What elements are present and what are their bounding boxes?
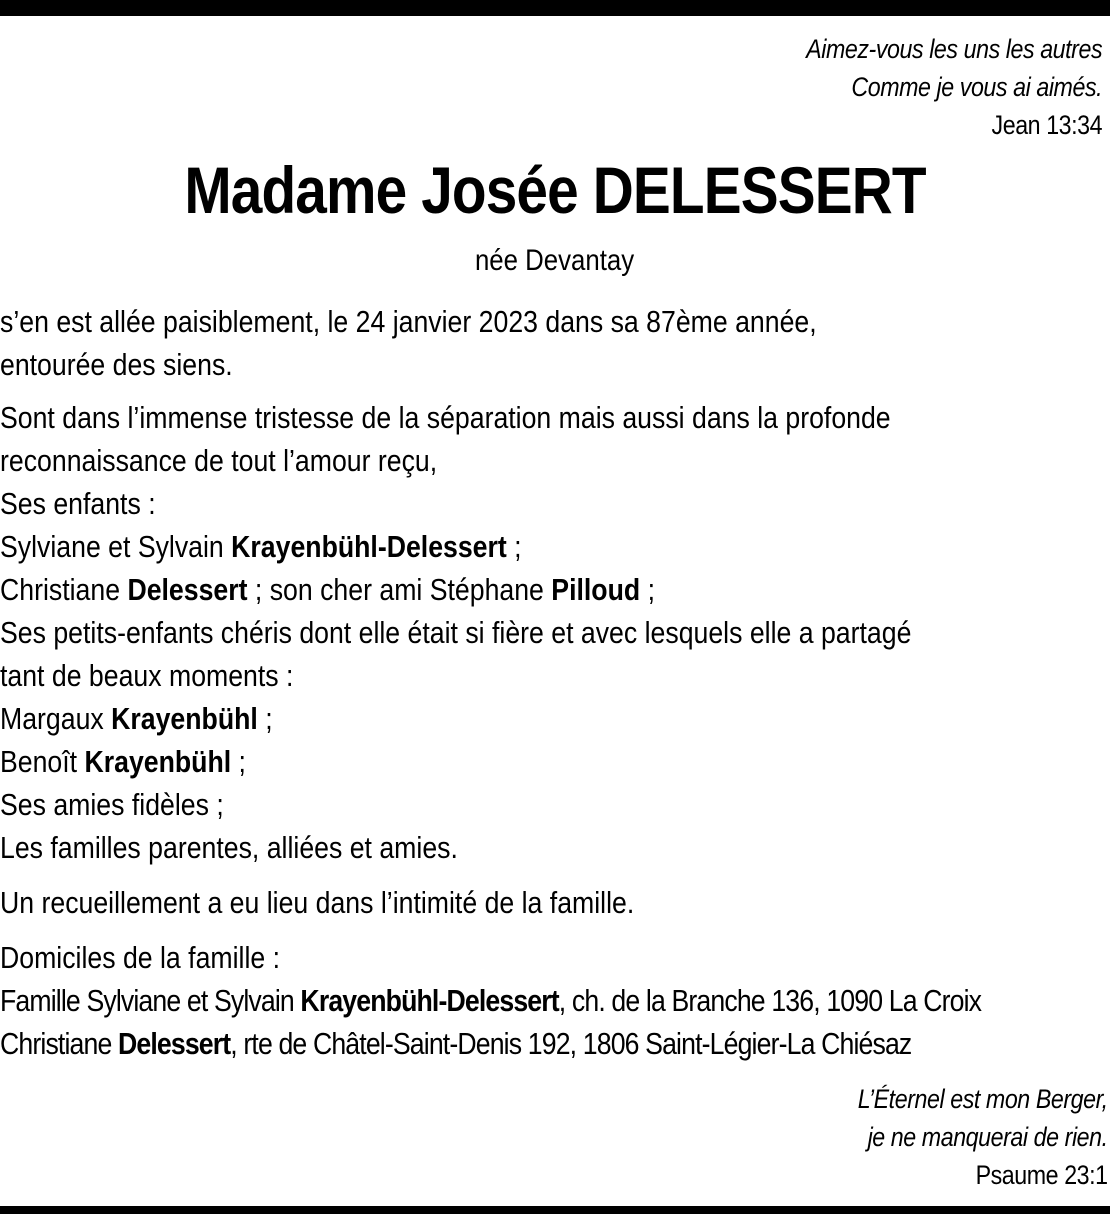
friends-line: Ses amies fidèles ; (0, 787, 224, 822)
announcement-paragraph (0, 300, 1110, 386)
grandchildren-line-2: tant de beaux moments : (0, 658, 294, 693)
maiden-name-line (0, 240, 1110, 282)
closing-verse-reference: Psaume 23:1 (975, 1160, 1108, 1190)
grandchild-1-first-name: Margaux (0, 701, 112, 736)
ceremony-paragraph (0, 881, 1110, 924)
child-2-surname: Delessert (127, 572, 248, 607)
relatives-line: Les familles parentes, alliées et amies. (0, 830, 458, 865)
domiciles-label: Domiciles de la famille : (0, 940, 281, 975)
top-border-rule (0, 0, 1110, 16)
grandchild-1-end: ; (257, 701, 273, 736)
obituary-body (0, 300, 1110, 1065)
children-label: Ses enfants : (0, 486, 156, 521)
family-intro-line-2: reconnaissance de tout l’amour reçu, (0, 443, 438, 478)
address-2-name: Christiane (0, 1026, 118, 1061)
closing-verse-line-1: L’Éternel est mon Berger, (858, 1084, 1108, 1114)
address-1-surname: Krayenbühl-Delessert (300, 983, 559, 1018)
announcement-line-1: s’en est allée paisiblement, le 24 janvier 2023 dans sa 87ème année, (0, 304, 817, 339)
child-1-surname: Krayenbühl-Delessert (231, 529, 507, 564)
grandchild-2-surname: Krayenbühl (84, 744, 232, 779)
domiciles-paragraph (0, 936, 1110, 1065)
opening-verse-reference: Jean 13:34 (991, 110, 1102, 140)
address-1-street: , ch. de la Branche 136, 1090 La Croix (558, 983, 982, 1018)
child-2-partner-surname: Pilloud (551, 572, 641, 607)
grandchild-2-end: ; (231, 744, 246, 779)
child-2-end: ; (640, 572, 655, 607)
opening-verse-line-2: Comme je vous ai aimés. (851, 72, 1102, 102)
child-1-line (0, 525, 1110, 568)
address-2-surname: Delessert (117, 1026, 231, 1061)
grandchildren-line-1: Ses petits-enfants chéris dont elle était si fière et avec lesquels elle a partagé (0, 615, 912, 650)
closing-verse (858, 1080, 1108, 1194)
opening-verse (806, 30, 1102, 144)
child-1-end: ; (506, 529, 522, 564)
deceased-name: Madame Josée DELESSERT (184, 153, 926, 227)
grandchild-1-line (0, 697, 1110, 740)
deceased-name-heading (0, 148, 1110, 232)
grandchild-2-line (0, 740, 1110, 783)
ceremony-line: Un recueillement a eu lieu dans l’intimité de la famille. (0, 885, 635, 920)
grandchild-2-first-name: Benoît (0, 744, 85, 779)
domicile-address-2 (0, 1022, 1110, 1065)
child-2-partner-text: ; son cher ami Stéphane (247, 572, 552, 607)
announcement-line-2: entourée des siens. (0, 347, 233, 382)
domicile-address-1 (0, 979, 1110, 1022)
maiden-name: née Devantay (475, 244, 635, 277)
child-2-line (0, 568, 1110, 611)
child-2-first-name: Christiane (0, 572, 128, 607)
bottom-border-rule (0, 1206, 1110, 1214)
family-paragraph (0, 396, 1110, 869)
child-1-first-names: Sylviane et Sylvain (0, 529, 232, 564)
grandchild-1-surname: Krayenbühl (111, 701, 258, 736)
address-1-names: Famille Sylviane et Sylvain (0, 983, 301, 1018)
address-2-street: , rte de Châtel-Saint-Denis 192, 1806 Saint-Légier-La Chiésaz (230, 1026, 912, 1061)
family-intro-line-1: Sont dans l’immense tristesse de la séparation mais aussi dans la profonde (0, 400, 891, 435)
opening-verse-line-1: Aimez-vous les uns les autres (806, 34, 1102, 64)
closing-verse-line-2: je ne manquerai de rien. (867, 1122, 1108, 1152)
